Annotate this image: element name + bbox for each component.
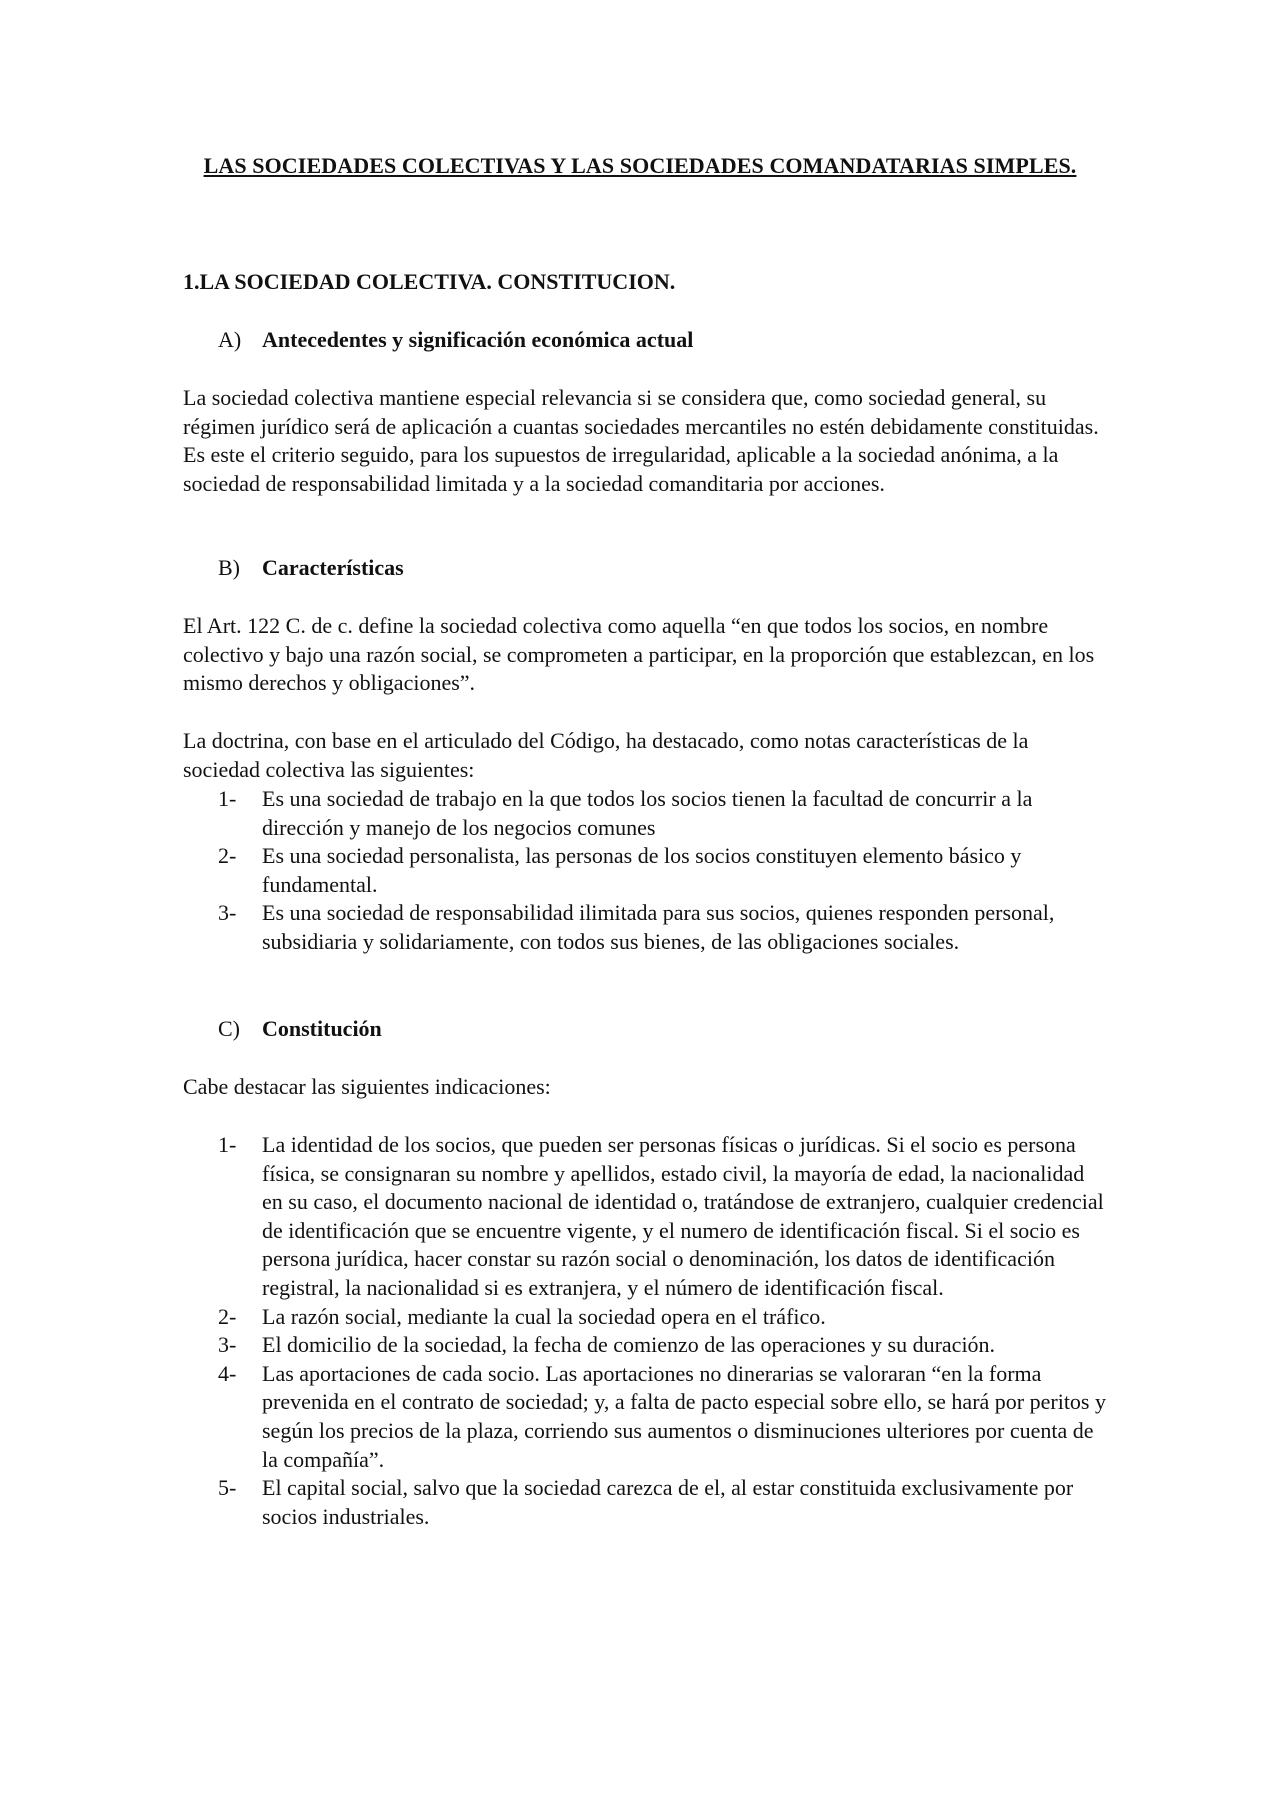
list-item-text: El domicilio de la sociedad, la fecha de comienzo de las operaciones y su duración. (262, 1332, 996, 1358)
subsection-a-letter: A) (218, 327, 242, 352)
list-item-number: 1- (218, 1132, 237, 1157)
list-item (218, 1474, 1108, 1531)
subsection-c-letter: C) (218, 1016, 240, 1041)
list-item (218, 1303, 1108, 1332)
subsection-c-label: Constitución (262, 1016, 382, 1041)
list-item-number: 2- (218, 843, 237, 869)
list-item-number: 2- (218, 1303, 237, 1329)
section-heading: 1.LA SOCIEDAD COLECTIVA. CONSTITUCION. (183, 269, 676, 294)
subsection-b-paragraph-1: El Art. 122 C. de c. define la sociedad colectiva como aquella “en que todos los socios, en nombre colectivo y bajo una razón social, se comprometen a participar, en la proporción que establezcan, en los mismo derechos y obligaciones”. (183, 613, 1095, 696)
list-item (218, 899, 1108, 956)
list-item-number: 1- (218, 786, 237, 811)
characteristics-list (218, 785, 1108, 957)
document-title: LAS SOCIEDADES COLECTIVAS Y LAS SOCIEDADES COMANDATARIAS SIMPLES. (203, 153, 1077, 178)
list-item-text: Es una sociedad personalista, las personas de los socios constituyen elemento básico y fundamental. (262, 843, 1022, 897)
subsection-b-label: Características (262, 555, 404, 580)
list-item (218, 1331, 1108, 1360)
subsection-c-paragraph: Cabe destacar las siguientes indicaciones: (183, 1074, 551, 1099)
list-item-text: Las aportaciones de cada socio. Las aportaciones no dinerarias se valoraran “en la forma prevenida en el contrato de sociedad; y, a falta de pacto especial sobre ello, se hará por peritos y según los precios de la plaza, corriendo sus aumentos o disminuciones ulteriores por cuenta de la compañía”. (262, 1360, 1106, 1472)
list-item (218, 785, 1108, 842)
subsection-a-paragraph: La sociedad colectiva mantiene especial relevancia si se considera que, como sociedad general, su régimen jurídico será de aplicación a cuantas sociedades mercantiles no estén debidamente constituidas. Es este el criterio seguido, para los supuestos de irregularidad, aplicable a la sociedad anónima, a la sociedad de responsabilidad limitada y a la sociedad comanditaria por acciones. (183, 385, 1099, 496)
list-item-number: 5- (218, 1475, 237, 1501)
subsection-c-heading (218, 1015, 382, 1043)
list-item-number: 3- (218, 900, 237, 926)
list-item-text: Es una sociedad de responsabilidad ilimitada para sus socios, quienes responden personal, subsidiaria y solidariamente, con todos sus bienes, de las obligaciones sociales. (262, 900, 1055, 954)
subsection-a-label: Antecedentes y significación económica actual (262, 327, 694, 352)
subsection-a-heading (218, 326, 693, 354)
subsection-b-letter: B) (218, 555, 240, 580)
list-item-text: La razón social, mediante la cual la sociedad opera en el tráfico. (262, 1303, 826, 1329)
list-item-text: El capital social, salvo que la sociedad carezca de el, al estar constituida exclusivamente por socios industriales. (262, 1475, 1074, 1529)
list-item (218, 1360, 1108, 1474)
list-item-number: 4- (218, 1360, 237, 1386)
subsection-b-heading (218, 554, 404, 582)
list-item-text: Es una sociedad de trabajo en la que todos los socios tienen la facultad de concurrir a la dirección y manejo de los negocios comunes (262, 786, 1033, 840)
list-item (218, 842, 1108, 899)
list-item-number: 3- (218, 1332, 237, 1358)
subsection-b-paragraph-2: La doctrina, con base en el articulado del Código, ha destacado, como notas características de la sociedad colectiva las siguientes: (183, 728, 1029, 782)
constitution-list (218, 1131, 1108, 1531)
list-item (218, 1131, 1108, 1303)
list-item-text: La identidad de los socios, que pueden ser personas físicas o jurídicas. Si el socio es persona física, se consignaran su nombre y apellidos, estado civil, la mayoría de edad, la nacionalidad en su caso, el documento nacional de identidad o, tratándose de extranjero, cualquier credencial de identificación que se encuentre vigente, y el numero de identificación fiscal. Si el socio es persona jurídica, hacer constar su razón social o denominación, los datos de identificación registral, la nacionalidad si es extranjera, y el número de identificación fiscal. (262, 1132, 1104, 1300)
